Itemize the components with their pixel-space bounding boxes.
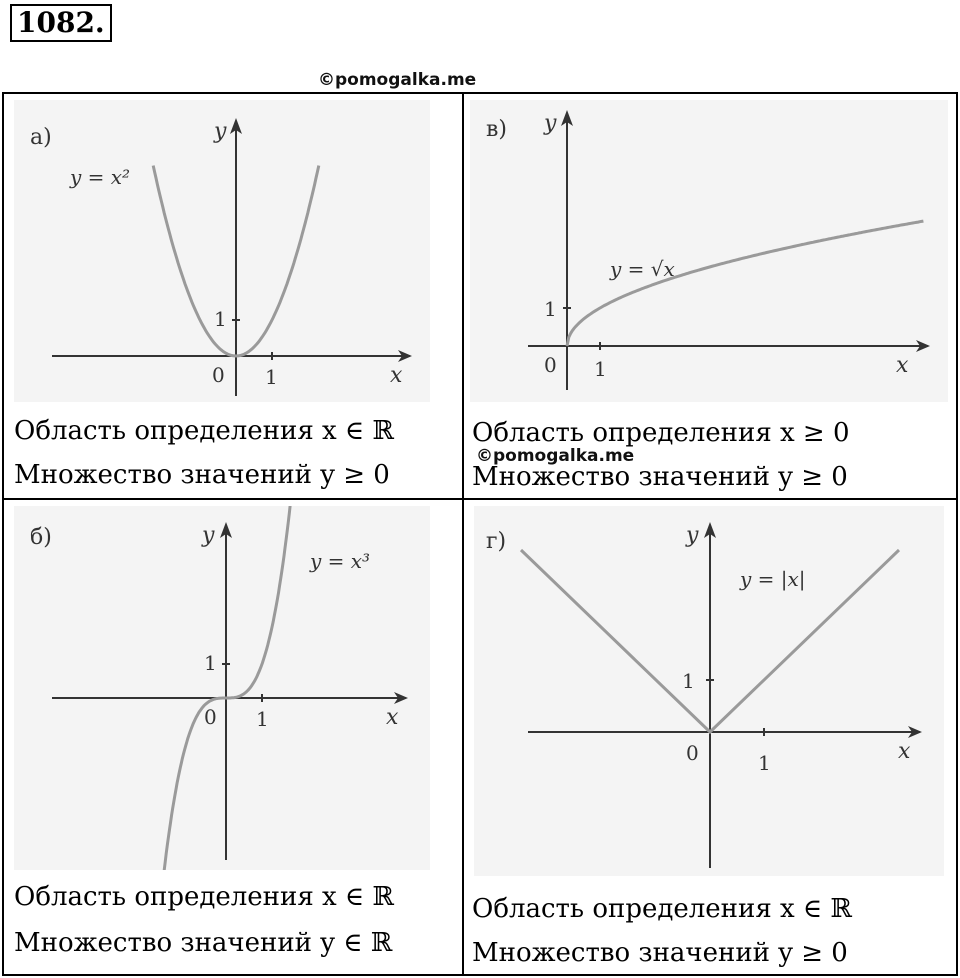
curve-sqrt <box>567 221 923 346</box>
domain-text-a: Область определения x ∈ ℝ <box>14 416 395 446</box>
range-text-g: Множество значений y ≥ 0 <box>472 938 848 968</box>
panel-label-a: а) <box>30 125 52 150</box>
axis-y-label-g: y <box>686 523 699 548</box>
tick-x-label-g: 1 <box>758 751 771 775</box>
panel-label-v: в) <box>486 117 507 142</box>
domain-text-v: Область определения x ≥ 0 <box>472 418 850 448</box>
range-text-b: Множество значений y ∈ ℝ <box>14 928 393 958</box>
axis-y-label-a: y <box>214 119 227 144</box>
problem-number: 1082. <box>10 4 112 42</box>
axis-x-label-v: x <box>896 353 909 378</box>
tick-y-label-v: 1 <box>544 297 557 321</box>
plot-panel-g <box>474 506 944 876</box>
axis-x-label-b: x <box>386 705 399 730</box>
range-text-v: Множество значений y ≥ 0 <box>472 462 848 492</box>
formula-v: y = √x <box>610 257 675 281</box>
axis-y-label-v: y <box>544 111 557 136</box>
domain-text-b: Область определения x ∈ ℝ <box>14 882 395 912</box>
range-text-a: Множество значений y ≥ 0 <box>14 460 390 490</box>
axis-y-label-b: y <box>202 523 215 548</box>
axis-x-label-g: x <box>898 739 911 764</box>
curve-cubic <box>163 506 293 870</box>
axis-x-label-a: x <box>390 363 403 388</box>
plot-panel-b <box>14 506 430 870</box>
table-divider-vertical <box>462 94 464 974</box>
plot-panel-a <box>14 100 430 402</box>
tick-y-label-b: 1 <box>204 651 217 675</box>
tick-x-label-b: 1 <box>256 707 269 731</box>
origin-label-a: 0 <box>212 363 225 387</box>
answer-table <box>2 92 958 976</box>
tick-x-label-a: 1 <box>265 365 278 389</box>
tick-y-label-g: 1 <box>682 669 695 693</box>
plot-panel-v <box>470 100 948 402</box>
formula-b: y = x³ <box>310 549 371 573</box>
watermark-top: ©pomogalka.me <box>318 70 477 90</box>
origin-label-v: 0 <box>544 353 557 377</box>
formula-g: y = |x| <box>740 567 806 591</box>
origin-label-b: 0 <box>204 705 217 729</box>
origin-label-g: 0 <box>686 741 699 765</box>
tick-x-label-v: 1 <box>594 357 607 381</box>
panel-label-g: г) <box>486 529 507 554</box>
panel-label-b: б) <box>30 525 52 550</box>
tick-y-label-a: 1 <box>214 307 227 331</box>
watermark-middle: ©pomogalka.me <box>476 446 635 466</box>
domain-text-g: Область определения x ∈ ℝ <box>472 894 853 924</box>
formula-a: y = x² <box>70 165 131 189</box>
table-divider-horizontal <box>4 498 956 500</box>
